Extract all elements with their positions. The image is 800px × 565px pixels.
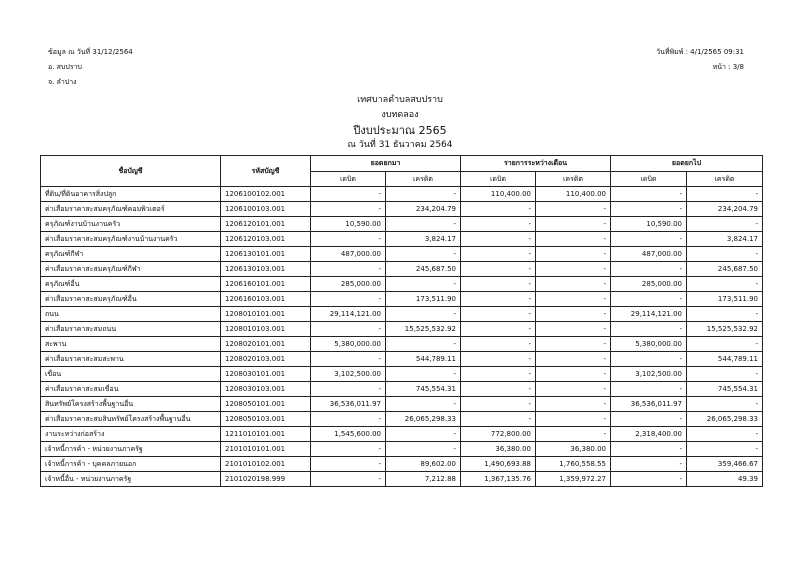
cell-amount: 36,380.00	[536, 442, 611, 457]
cell-amount: 544,789.11	[386, 352, 461, 367]
cell-amount: 15,525,532.92	[687, 322, 763, 337]
cell-amount: -	[311, 352, 386, 367]
cell-amount: -	[461, 292, 536, 307]
cell-amount: 36,536,011.97	[611, 397, 687, 412]
cell-amount: 3,102,500.00	[611, 367, 687, 382]
table-row	[41, 472, 763, 487]
cell-amount: -	[461, 277, 536, 292]
cell-amount: -	[687, 247, 763, 262]
cell-account-code: 2101010101.001	[221, 442, 311, 457]
cell-account-code: 1206160103.001	[221, 292, 311, 307]
cell-amount: 10,590.00	[611, 217, 687, 232]
cell-amount: 285,000.00	[311, 277, 386, 292]
cell-amount: -	[536, 307, 611, 322]
cell-amount: -	[461, 397, 536, 412]
cell-amount: 234,204.79	[687, 202, 763, 217]
col-debit: เดบิต	[461, 172, 536, 187]
cell-account-code: 1208050103.001	[221, 412, 311, 427]
table-row	[41, 427, 763, 442]
table-row	[41, 292, 763, 307]
cell-amount: 285,000.00	[611, 277, 687, 292]
header-row-groups	[41, 156, 763, 172]
table-row	[41, 397, 763, 412]
cell-account-code: 1208050101.001	[221, 397, 311, 412]
cell-amount: 173,511.90	[687, 292, 763, 307]
cell-account-name: ค่าเสื่อมราคาสะสมเขื่อน	[41, 382, 221, 397]
cell-account-name: ครุภัณฑ์กีฬา	[41, 247, 221, 262]
as-of-date: ณ วันที่ 31 ธันวาคม 2564	[347, 140, 453, 150]
cell-amount: 772,800.00	[461, 427, 536, 442]
cell-amount: 49.39	[687, 472, 763, 487]
cell-amount: 544,789.11	[687, 352, 763, 367]
cell-account-code: 1206100102.001	[221, 187, 311, 202]
cell-amount: 1,359,972.27	[536, 472, 611, 487]
cell-amount: 36,536,011.97	[311, 397, 386, 412]
cell-amount: -	[536, 322, 611, 337]
cell-amount: -	[386, 367, 461, 382]
cell-amount: 110,400.00	[536, 187, 611, 202]
cell-amount: 15,525,532.92	[386, 322, 461, 337]
cell-amount: 5,380,000.00	[611, 337, 687, 352]
table-row	[41, 262, 763, 277]
cell-amount: -	[687, 337, 763, 352]
cell-amount: 745,554.31	[386, 382, 461, 397]
cell-account-name: เจ้าหนี้การค้า - บุคคลภายนอก	[41, 457, 221, 472]
cell-amount: 10,590.00	[311, 217, 386, 232]
province: จ. ลำปาง	[48, 78, 77, 86]
cell-account-name: สินทรัพย์โครงสร้างพื้นฐานอื่น	[41, 397, 221, 412]
cell-account-code: 1208020103.001	[221, 352, 311, 367]
cell-account-name: ที่ดิน/ที่ดินอาคารสิ่งปลูก	[41, 187, 221, 202]
cell-account-code: 1208030103.001	[221, 382, 311, 397]
col-credit: เครดิต	[386, 172, 461, 187]
cell-account-code: 1208010103.001	[221, 322, 311, 337]
cell-amount: -	[461, 217, 536, 232]
cell-amount: 487,000.00	[611, 247, 687, 262]
cell-amount: 29,114,121.00	[311, 307, 386, 322]
cell-amount: -	[461, 322, 536, 337]
table-row	[41, 412, 763, 427]
cell-amount: -	[311, 262, 386, 277]
col-account-code: รหัสบัญชี	[221, 156, 311, 187]
cell-account-code: 1206120103.001	[221, 232, 311, 247]
cell-amount: -	[386, 277, 461, 292]
cell-account-code: 1208030101.001	[221, 367, 311, 382]
cell-amount: -	[311, 202, 386, 217]
cell-account-code: 1206100103.001	[221, 202, 311, 217]
cell-amount: -	[386, 337, 461, 352]
cell-account-code: 1206120101.001	[221, 217, 311, 232]
trial-balance-table	[40, 155, 763, 487]
cell-amount: -	[611, 292, 687, 307]
table-row	[41, 337, 763, 352]
cell-amount: -	[536, 247, 611, 262]
cell-amount: -	[687, 217, 763, 232]
cell-amount: -	[461, 367, 536, 382]
cell-amount: -	[311, 382, 386, 397]
district: อ. สบปราบ	[48, 63, 82, 71]
cell-amount: -	[311, 412, 386, 427]
cell-amount: -	[461, 412, 536, 427]
cell-amount: 359,466.67	[687, 457, 763, 472]
cell-amount: 234,204.79	[386, 202, 461, 217]
cell-account-code: 1208010101.001	[221, 307, 311, 322]
cell-amount: -	[461, 232, 536, 247]
cell-account-code: 1206130103.001	[221, 262, 311, 277]
cell-account-name: สะพาน	[41, 337, 221, 352]
cell-account-code: 1206160101.001	[221, 277, 311, 292]
cell-amount: -	[611, 382, 687, 397]
cell-account-name: ค่าเสื่อมราคาสะสมครุภัณฑ์คอมพิวเตอร์	[41, 202, 221, 217]
cell-amount: -	[536, 262, 611, 277]
cell-amount: -	[461, 307, 536, 322]
cell-amount: -	[386, 442, 461, 457]
fiscal-year: ปีงบประมาณ 2565	[353, 124, 447, 137]
col-account-name: ชื่อบัญชี	[41, 156, 221, 187]
cell-amount: -	[311, 457, 386, 472]
cell-account-name: เจ้าหนี้อื่น - หน่วยงานภาครัฐ	[41, 472, 221, 487]
cell-amount: 745,554.31	[687, 382, 763, 397]
cell-account-code: 2101020198.999	[221, 472, 311, 487]
group-carried-forward: ยอดยกไป	[611, 156, 763, 172]
cell-account-name: ถนน	[41, 307, 221, 322]
cell-amount: 110,400.00	[461, 187, 536, 202]
cell-amount: -	[461, 262, 536, 277]
cell-amount: -	[611, 262, 687, 277]
cell-account-name: ครุภัณฑ์อื่น	[41, 277, 221, 292]
report-name: งบทดลอง	[381, 110, 419, 120]
cell-account-name: ค่าเสื่อมราคาสะสมถนน	[41, 322, 221, 337]
cell-amount: 173,511.90	[386, 292, 461, 307]
table-row	[41, 202, 763, 217]
cell-amount: -	[687, 277, 763, 292]
cell-amount: -	[687, 397, 763, 412]
cell-amount: -	[461, 382, 536, 397]
cell-account-name: ค่าเสื่อมราคาสะสมครุภัณฑ์งานบ้านงานครัว	[41, 232, 221, 247]
cell-account-code: 1211010101.001	[221, 427, 311, 442]
cell-amount: 3,824.17	[386, 232, 461, 247]
cell-amount: 1,367,135.76	[461, 472, 536, 487]
cell-account-name: ค่าเสื่อมราคาสะสมสินทรัพย์โครงสร้างพื้นฐานอื่น	[41, 412, 221, 427]
cell-amount: -	[687, 427, 763, 442]
cell-amount: -	[536, 277, 611, 292]
cell-amount: 36,380.00	[461, 442, 536, 457]
table-row	[41, 442, 763, 457]
cell-amount: 3,824.17	[687, 232, 763, 247]
col-debit: เดบิต	[611, 172, 687, 187]
cell-account-name: ค่าเสื่อมราคาสะสมครุภัณฑ์อื่น	[41, 292, 221, 307]
cell-amount: -	[536, 232, 611, 247]
cell-amount: -	[536, 397, 611, 412]
cell-account-name: เจ้าหนี้การค้า - หน่วยงานภาครัฐ	[41, 442, 221, 457]
organization-name: เทศบาลตำบลสบปราบ	[357, 95, 443, 105]
cell-amount: -	[687, 367, 763, 382]
cell-amount: -	[611, 322, 687, 337]
cell-amount: -	[461, 352, 536, 367]
cell-amount: -	[611, 457, 687, 472]
page-number: หน้า : 3/8	[712, 63, 744, 71]
col-debit: เดบิต	[311, 172, 386, 187]
cell-amount: 5,380,000.00	[311, 337, 386, 352]
cell-amount: -	[611, 202, 687, 217]
cell-amount: 7,212.88	[386, 472, 461, 487]
cell-amount: 487,000.00	[311, 247, 386, 262]
cell-amount: -	[536, 337, 611, 352]
cell-amount: -	[311, 472, 386, 487]
cell-amount: -	[611, 442, 687, 457]
table-row	[41, 352, 763, 367]
report-meta-right	[656, 45, 744, 75]
cell-account-name: ค่าเสื่อมราคาสะสมสะพาน	[41, 352, 221, 367]
cell-account-name: งานระหว่างก่อสร้าง	[41, 427, 221, 442]
cell-amount: 245,687.50	[386, 262, 461, 277]
cell-amount: -	[687, 442, 763, 457]
report-meta-left	[48, 45, 133, 90]
cell-amount: -	[611, 412, 687, 427]
cell-amount: -	[311, 442, 386, 457]
cell-account-name: เขื่อน	[41, 367, 221, 382]
table-row	[41, 307, 763, 322]
cell-amount: -	[386, 187, 461, 202]
cell-amount: 26,065,298.33	[687, 412, 763, 427]
cell-amount: -	[536, 352, 611, 367]
cell-amount: -	[461, 337, 536, 352]
table-row	[41, 367, 763, 382]
cell-amount: -	[461, 202, 536, 217]
cell-amount: -	[536, 217, 611, 232]
cell-amount: 1,490,693.88	[461, 457, 536, 472]
cell-amount: -	[611, 187, 687, 202]
cell-amount: 2,318,400.00	[611, 427, 687, 442]
cell-amount: -	[311, 292, 386, 307]
cell-amount: -	[311, 232, 386, 247]
cell-amount: -	[611, 352, 687, 367]
table-row	[41, 277, 763, 292]
cell-amount: -	[386, 247, 461, 262]
cell-amount: -	[311, 322, 386, 337]
cell-amount: -	[386, 217, 461, 232]
cell-amount: 89,602.00	[386, 457, 461, 472]
table-row	[41, 187, 763, 202]
col-credit: เครดิต	[687, 172, 763, 187]
cell-amount: -	[386, 397, 461, 412]
cell-amount: -	[611, 232, 687, 247]
cell-amount: -	[536, 427, 611, 442]
cell-amount: -	[386, 427, 461, 442]
cell-amount: -	[536, 202, 611, 217]
cell-amount: -	[311, 187, 386, 202]
cell-amount: -	[536, 292, 611, 307]
cell-amount: -	[386, 307, 461, 322]
cell-amount: -	[461, 247, 536, 262]
cell-amount: 1,760,558.55	[536, 457, 611, 472]
cell-account-code: 1208020101.001	[221, 337, 311, 352]
report-title	[0, 93, 800, 153]
table-body	[41, 187, 763, 487]
cell-account-name: ค่าเสื่อมราคาสะสมครุภัณฑ์กีฬา	[41, 262, 221, 277]
cell-amount: -	[687, 307, 763, 322]
cell-amount: -	[536, 367, 611, 382]
cell-account-code: 2101010102.001	[221, 457, 311, 472]
table-row	[41, 382, 763, 397]
table-row	[41, 217, 763, 232]
cell-amount: 26,065,298.33	[386, 412, 461, 427]
col-credit: เครดิต	[536, 172, 611, 187]
cell-account-name: ครุภัณฑ์งานบ้านงานครัว	[41, 217, 221, 232]
cell-amount: -	[536, 382, 611, 397]
cell-amount: 3,102,500.00	[311, 367, 386, 382]
group-brought-forward: ยอดยกมา	[311, 156, 461, 172]
table-row	[41, 457, 763, 472]
cell-amount: 1,545,600.00	[311, 427, 386, 442]
table-row	[41, 232, 763, 247]
cell-amount: -	[536, 412, 611, 427]
cell-amount: 245,687.50	[687, 262, 763, 277]
cell-amount: -	[687, 187, 763, 202]
group-month-transactions: รายการระหว่างเดือน	[461, 156, 611, 172]
table-row	[41, 322, 763, 337]
cell-amount: 29,114,121.00	[611, 307, 687, 322]
print-date: วันที่พิมพ์ : 4/1/2565 09:31	[656, 48, 744, 56]
table-row	[41, 247, 763, 262]
data-date: ข้อมูล ณ วันที่ 31/12/2564	[48, 48, 133, 56]
cell-amount: -	[611, 472, 687, 487]
cell-account-code: 1206130101.001	[221, 247, 311, 262]
